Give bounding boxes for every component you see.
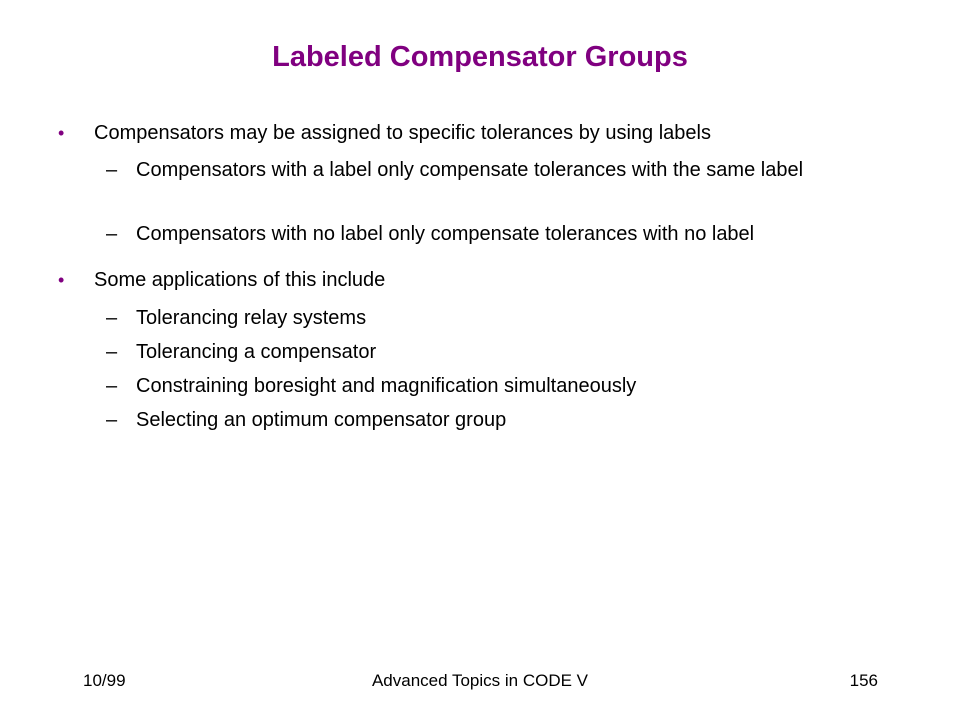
footer-title: Advanced Topics in CODE V <box>371 671 589 690</box>
dash-icon: – <box>106 159 118 181</box>
sub-bullet-text: Constraining boresight and magnification simultaneously <box>136 375 637 397</box>
bullet-dot-icon: • <box>58 123 65 143</box>
bullet-text: Some applications of this include <box>94 269 386 291</box>
page-number: 156 <box>849 671 878 690</box>
sub-bullet-text: Tolerancing relay systems <box>136 307 367 329</box>
sub-bullet-item <box>106 338 896 366</box>
dash-icon: – <box>106 341 118 363</box>
dash-icon: – <box>106 409 118 431</box>
sub-bullet-item <box>106 156 896 184</box>
sub-bullet-text: Selecting an optimum compensator group <box>136 409 507 431</box>
bullet-item <box>58 120 894 146</box>
sub-bullet-text: Tolerancing a compensator <box>136 341 377 363</box>
slide-title: Labeled Compensator Groups <box>272 41 688 73</box>
footer-date: 10/99 <box>83 671 126 690</box>
bullet-text: Compensators may be assigned to specific tolerances by using labels <box>94 122 711 144</box>
dash-icon: – <box>106 307 118 329</box>
bullet-dot-icon: • <box>58 270 65 290</box>
sub-bullet-item <box>106 304 896 332</box>
bullet-item <box>58 267 894 293</box>
sub-bullet-item <box>106 372 896 400</box>
sub-bullet-text: Compensators with no label only compensate tolerances with no label <box>136 223 755 245</box>
sub-bullet-text: Compensators with a label only compensate tolerances with the same label <box>136 159 804 181</box>
dash-icon: – <box>106 375 118 397</box>
dash-icon: – <box>106 223 118 245</box>
sub-bullet-item <box>106 406 896 434</box>
sub-bullet-item <box>106 220 896 248</box>
